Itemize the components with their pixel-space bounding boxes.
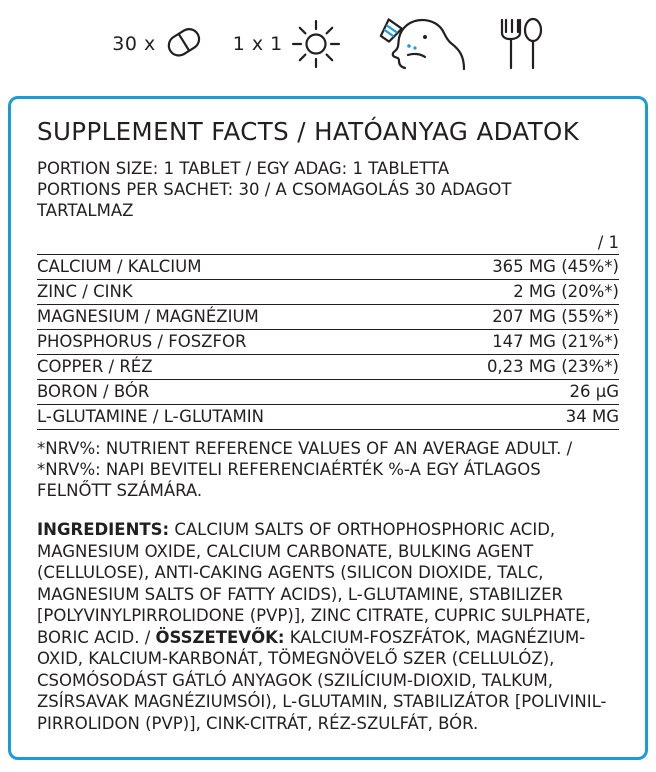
nutrient-amount: 34 MG: [405, 405, 619, 430]
fork-spoon-icon: [498, 17, 544, 71]
table-row: [37, 305, 619, 330]
header-nutrient-cell: [37, 231, 405, 255]
ingredients-text-en: CALCIUM SALTS OF ORTHOPHOSPHORIC ACID, MAGNESIUM OXIDE, CALCIUM CARBONATE, BULKING AGENT (CELLULOSE), ANTI-CAKING AGENTS (SILICON DIOXIDE, TALC, MAGNESIUM SALTS OF FATTY ACIDS), L-GLUTAMINE, STABILIZER [POLYVINYLPIRROLIDONE (PVP)], ZINC CITRATE, CUPRIC SULPHATE, BORIC ACID. /: [37, 520, 591, 647]
supplement-facts-panel: [8, 96, 648, 760]
swallow-head-icon: [368, 17, 472, 71]
nutrients-table: [37, 231, 619, 430]
nutrient-name: L-GLUTAMINE / L-GLUTAMIN: [37, 405, 405, 430]
nrv-footnote: *NRV%: NUTRIENT REFERENCE VALUES OF AN AVERAGE ADULT. / *NRV%: NAPI BEVITELI REFERENCIAÉRTÉK %-A EGY ÁTLAGOS FELNŐTT SZÁMÁRA.: [37, 439, 573, 500]
ingredients-label-hu: ÖSSZETEVŐK:: [155, 627, 285, 647]
portions-per-sachet-line: PORTIONS PER SACHET: 30 / A CSOMAGOLÁS 30 ADAGOT: [37, 180, 512, 199]
nutrient-name: COPPER / RÉZ: [37, 355, 405, 380]
nutrient-name: ZINC / CINK: [37, 280, 405, 305]
ingredients-label-en: INGREDIENTS:: [37, 520, 170, 539]
capsule-icon: [163, 27, 207, 61]
table-header-row: [37, 231, 619, 255]
swallow-with-water-cell: [368, 17, 472, 71]
table-row: [37, 355, 619, 380]
header-amount-cell: / 1: [405, 231, 619, 255]
ingredients-text-hu: KALCIUM-FOSZFÁTOK, MAGNÉZIUM-OXID, KALCIUM-KARBONÁT, TÖMEGNÖVELŐ SZER (CELLULÓZ), CSOMÓSODÁST GÁTLÓ ANYAGOK (SZILÍCIUM-DIOXID, TALKUM, ZSÍRSAVAK MAGNÉZIUMSÓI), L-GLUTAMIN, STABILIZÁTOR [POLIVINIL-PIRROLIDON (PVP)], CINK-CITRÁT, RÉZ-SZULFÁT, BÓR.: [37, 627, 607, 733]
portions-per-sachet-line-cont: TARTALMAZ: [37, 201, 134, 220]
tablet-count-label: 30 x: [112, 33, 156, 55]
nutrient-amount: 147 MG (21%*): [405, 330, 619, 355]
ingredients-paragraph: [37, 519, 619, 734]
nutrient-amount: 207 MG (55%*): [405, 305, 619, 330]
tablet-count-cell: [112, 27, 206, 61]
portion-size-line: PORTION SIZE: 1 TABLET / EGY ADAG: 1 TABLETTA: [37, 159, 450, 178]
panel-title: SUPPLEMENT FACTS / HATÓANYAG ADATOK: [37, 117, 580, 146]
daily-dose-label: 1 x 1: [232, 33, 283, 55]
icon-strip: [0, 0, 656, 88]
table-row: [37, 280, 619, 305]
nutrient-amount: 26 µG: [405, 380, 619, 405]
take-with-meal-cell: [498, 17, 544, 71]
table-row: [37, 405, 619, 430]
table-row: [37, 380, 619, 405]
table-row: [37, 330, 619, 355]
portion-info: [37, 158, 619, 221]
sun-icon: [290, 18, 342, 70]
nutrient-amount: 2 MG (20%*): [405, 280, 619, 305]
nutrient-name: CALCIUM / KALCIUM: [37, 255, 405, 280]
nutrient-amount: 0,23 MG (23%*): [405, 355, 619, 380]
nutrient-name: BORON / BÓR: [37, 380, 405, 405]
table-row: [37, 255, 619, 280]
nutrient-amount: 365 MG (45%*): [405, 255, 619, 280]
nutrient-name: PHOSPHORUS / FOSZFOR: [37, 330, 405, 355]
nutrient-name: MAGNESIUM / MAGNÉZIUM: [37, 305, 405, 330]
daily-dose-cell: [233, 18, 342, 70]
